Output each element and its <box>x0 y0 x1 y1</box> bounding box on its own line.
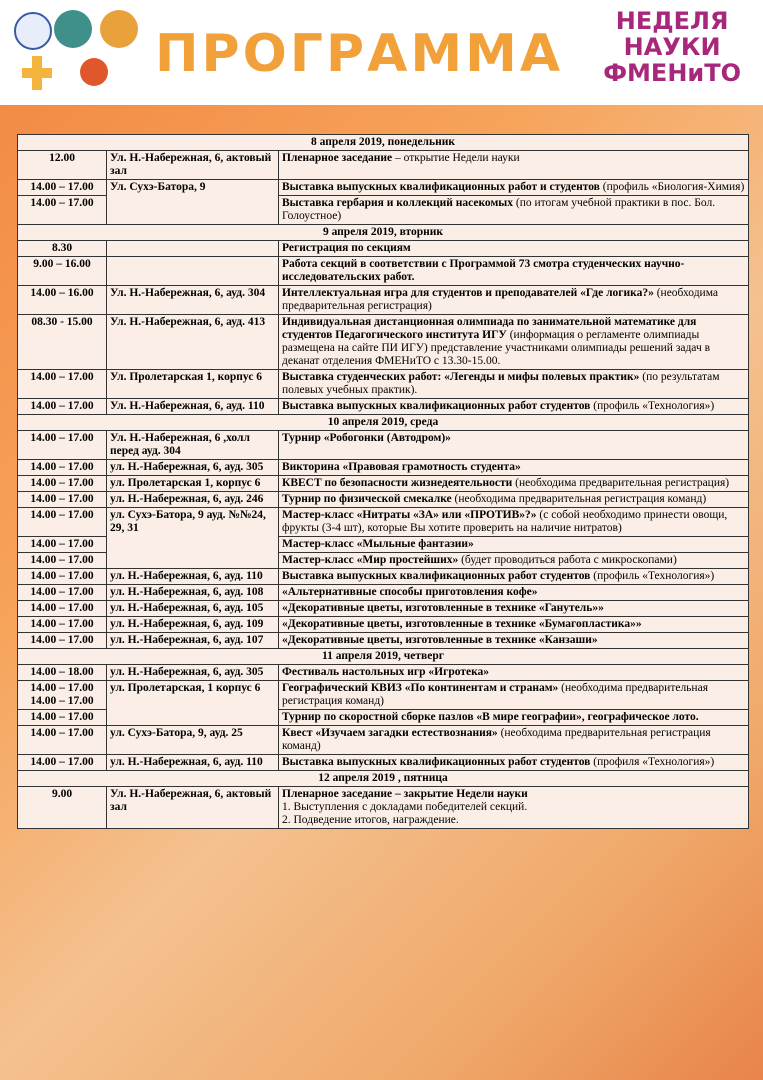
table-row: 14.00 – 17.00 Ул. Н.-Набережная, 6 ,холл перед ауд. 304 Турнир «Робогонки (Автодром)» <box>18 431 749 460</box>
day-header: 8 апреля 2019, понедельник <box>18 135 749 151</box>
table-row: 14.00 – 17.00 Турнир по скоростной сборке пазлов «В мире географии», географическое лото. <box>18 710 749 726</box>
table-row: 9.00 – 16.00 Работа секций в соответствии с Программой 73 смотра студенческих научно-исследовательских работ. <box>18 257 749 286</box>
table-row: 14.00 – 17.00 Мастер-класс «Мир простейших» (будет проводиться работа с микроскопами) <box>18 553 749 569</box>
table-row: 14.00 – 17.00 ул. Н.-Набережная, 6, ауд. 305 Викторина «Правовая грамотность студента» <box>18 460 749 476</box>
table-row: 14.00 – 16.00 Ул. Н.-Набережная, 6, ауд. 304 Интеллектуальная игра для студентов и преподавателей «Где логика?» (необходима предварительная регистрация) <box>18 286 749 315</box>
table-row: 14.00 – 18.00 ул. Н.-Набережная, 6, ауд. 305 Фестиваль настольных игр «Игротека» <box>18 665 749 681</box>
table-row: 14.00 – 17.00 ул. Н.-Набережная, 6, ауд. 110 Выставка выпускных квалификационных работ студентов (профиля «Технология») <box>18 755 749 771</box>
table-row: 9.00 Ул. Н.-Набережная, 6, актовый зал Пленарное заседание – закрытие Недели науки 1. Выступления с докладами победителей секций. 2. Подведение итогов, награждение. <box>18 787 749 829</box>
table-row: 14.00 – 17.00 ул. Сухэ-Батора, 9, ауд. 25 Квест «Изучаем загадки естествознания» (необходима предварительная регистрация команд) <box>18 726 749 755</box>
table-row: 14.00 – 17.00 ул. Сухэ-Батора, 9 ауд. №№24, 29, 31 Мастер-класс «Нитраты «ЗА» или «ПРОТИВ»?» (с собой необходимо принести овощи, фрукты (3-4 шт), которые Вы хотите проверить на наличие нитратов) <box>18 508 749 537</box>
proforg-logo-icon <box>80 58 108 86</box>
week-line-3: ФМЕНиТО <box>603 59 741 87</box>
table-row: 14.00 – 17.00 ул. Н.-Набережная, 6, ауд. 105 «Декоративные цветы, изготовленные в технике «Ганутель»» <box>18 601 749 617</box>
table-row: 14.00 – 17.00 ул. Н.-Набережная, 6, ауд. 108 «Альтернативные способы приготовления кофе» <box>18 585 749 601</box>
university-logo-icon <box>14 12 52 50</box>
emblem-logo-icon <box>100 10 138 48</box>
day-header: 11 апреля 2019, четверг <box>18 649 749 665</box>
week-line-2: НАУКИ <box>623 33 721 61</box>
table-row: 14.00 – 17.00 Ул. Пролетарская 1, корпус 6 Выставка студенческих работ: «Легенды и мифы полевых практик» (по результатам полевых учебных практик). <box>18 370 749 399</box>
science-week-title <box>603 8 741 86</box>
table-row: 14.00 – 17.00 ул. Н.-Набережная, 6, ауд. 246 Турнир по физической смекалке (необходима предварительная регистрация команд) <box>18 492 749 508</box>
table-row: 14.00 – 17.00 ул. Н.-Набережная, 6, ауд. 109 «Декоративные цветы, изготовленные в технике «Бумагопластика»» <box>18 617 749 633</box>
day-header: 10 апреля 2019, среда <box>18 415 749 431</box>
table-row: 14.00 – 17.00 Ул. Н.-Набережная, 6, ауд. 110 Выставка выпускных квалификационных работ студентов (профиль «Технология») <box>18 399 749 415</box>
day-header: 12 апреля 2019 , пятница <box>18 771 749 787</box>
day-header: 9 апреля 2019, вторник <box>18 225 749 241</box>
table-row: 14.00 – 17.00 Выставка гербария и коллекций насекомых (по итогам учебной практики в пос. Бол. Голоустное) <box>18 196 749 225</box>
table-row: 14.00 – 17.00 Мастер-класс «Мыльные фантазии» <box>18 537 749 553</box>
page-header <box>0 0 763 120</box>
institute-logo-icon <box>54 10 92 48</box>
table-row: 14.00 – 17.00 Ул. Сухэ-Батора, 9 Выставка выпускных квалификационных работ и студентов (профиль «Биология-Химия) <box>18 180 749 196</box>
table-row: 08.30 - 15.00 Ул. Н.-Набережная, 6, ауд. 413 Индивидуальная дистанционная олимпиада по занимательной математике для студентов Педагогического института ИГУ (информация о регламенте олимпиады размещена на сайте ПИ ИГУ) представление участниками олимпиады решений задач в деканат отделения ФМЕНиТО с 13.30-15.00. <box>18 315 749 370</box>
plus-logo-icon <box>22 56 52 92</box>
table-row: 14.00 – 17.00 14.00 – 17.00 ул. Пролетарская, 1 корпус 6 Географический КВИЗ «По континентам и странам» (необходима предварительная регистрация команд) <box>18 681 749 710</box>
schedule-table <box>17 134 749 829</box>
table-row: 12.00 Ул. Н.-Набережная, 6, актовый зал Пленарное заседание – открытие Недели науки <box>18 151 749 180</box>
table-row: 14.00 – 17.00 ул. Пролетарская 1, корпус 6 КВЕСТ по безопасности жизнедеятельности (необходима предварительная регистрация) <box>18 476 749 492</box>
table-row: 14.00 – 17.00 ул. Н.-Набережная, 6, ауд. 110 Выставка выпускных квалификационных работ студентов (профиль «Технология») <box>18 569 749 585</box>
table-row: 8.30 Регистрация по секциям <box>18 241 749 257</box>
page-title: ПРОГРАММА <box>155 24 564 84</box>
table-row: 14.00 – 17.00 ул. Н.-Набережная, 6, ауд. 107 «Декоративные цветы, изготовленные в технике «Канзаши» <box>18 633 749 649</box>
week-line-1: НЕДЕЛЯ <box>615 7 729 35</box>
